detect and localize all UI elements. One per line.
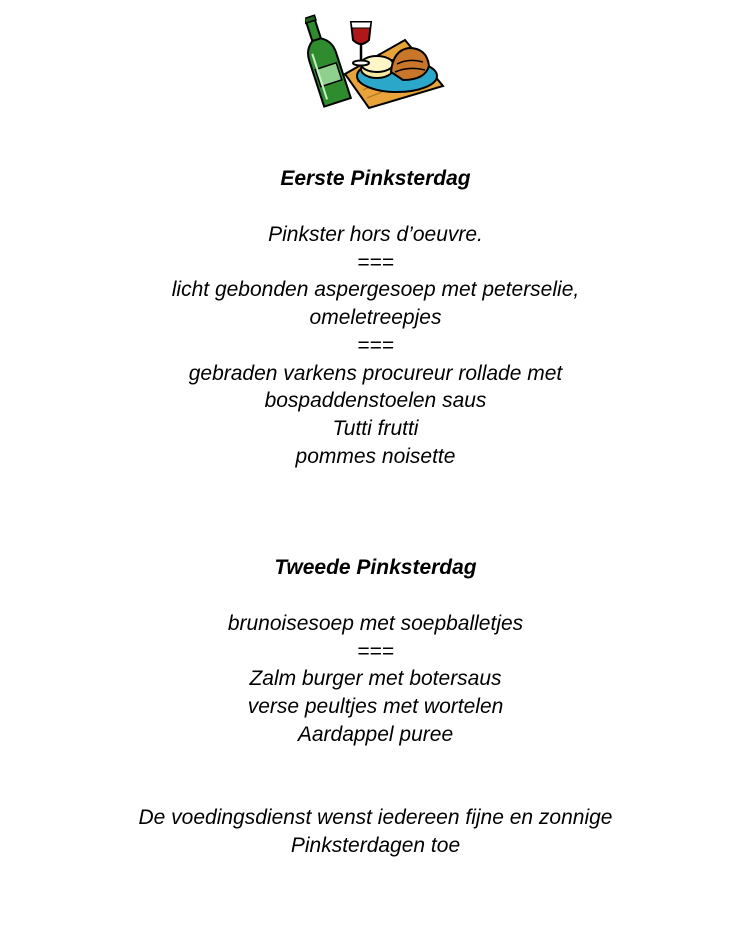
day1-heading: Eerste Pinksterdag	[280, 167, 471, 190]
menu-line: Aardappel puree	[297, 722, 454, 746]
day1-menu	[0, 221, 751, 470]
menu-separator: ===	[357, 333, 394, 357]
menu-line: bospaddenstoelen saus	[264, 389, 487, 413]
food-wine-clipart-icon	[305, 14, 445, 110]
menu-line: Tutti frutti	[332, 416, 419, 440]
menu-separator: ===	[357, 250, 394, 274]
day2-heading: Tweede Pinksterdag	[274, 556, 477, 579]
menu-line: verse peultjes met wortelen	[247, 695, 504, 719]
closing-message	[0, 804, 751, 859]
menu-line: Pinkster hors d’oeuvre.	[268, 223, 483, 246]
wine-bottle-shape	[305, 14, 351, 107]
closing-line: De voedingsdienst wenst iedereen fijne en zonnige	[138, 806, 613, 829]
menu-line: licht gebonden aspergesoep met peterselie,	[171, 278, 580, 302]
menu-line: Zalm burger met botersaus	[249, 667, 502, 691]
menu-line: brunoisesoep met soepballetjes	[227, 612, 524, 635]
menu-separator: ===	[357, 639, 394, 663]
closing-line: Pinksterdagen toe	[290, 833, 461, 857]
menu-line: pommes noisette	[295, 444, 456, 468]
day2-menu	[0, 610, 751, 749]
menu-line: gebraden varkens procureur rollade met	[188, 361, 563, 385]
menu-line: omeletreepjes	[309, 306, 442, 330]
food-wine-clipart-svg	[305, 14, 445, 110]
